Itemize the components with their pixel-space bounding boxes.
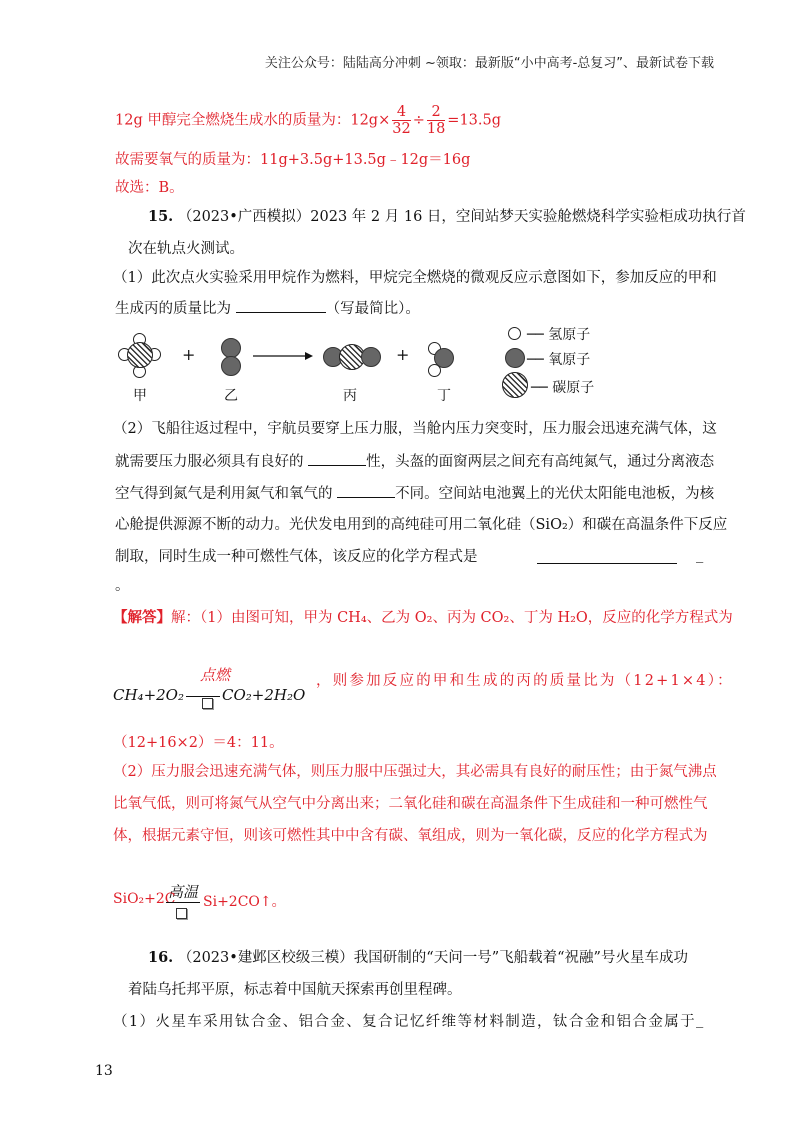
carbon-atom-icon <box>127 342 153 368</box>
fraction-4-32 <box>392 104 410 137</box>
placeholder-box-icon <box>202 698 213 709</box>
label-yi: 乙 <box>224 388 238 404</box>
q15-p2-text-e: 制取，同时生成一种可燃性气体，该反应的化学方程式是 <box>115 549 478 565</box>
prev-line1-prefix: 12g 甲醇完全燃烧生成水的质量为：12g× <box>115 112 391 129</box>
answer-blank-mass-ratio[interactable] <box>236 298 326 313</box>
q15-p2-text-c: 空气得到氮气是利用氮气和氧气的 <box>115 486 333 502</box>
legend-carbon-label: ── 碳原子 <box>531 380 595 396</box>
legend-oxygen-icon <box>505 348 525 368</box>
answer-blank-boiling-point[interactable] <box>337 483 395 498</box>
frac2-num: 2 <box>427 104 445 121</box>
q15-text-1: （2023•广西模拟）2023 年 2 月 16 日，空间站梦天实验舱燃烧科学实验柜成功执行首 <box>177 209 746 225</box>
legend-hydrogen-label: ── 氢原子 <box>527 327 591 343</box>
q15-line-1 <box>148 207 746 227</box>
q15-p1-text-b: （写最简比）。 <box>325 301 420 317</box>
q16-text-1: （2023•建邺区校级三模）我国研制的“天问一号”飞船载着“祝融”号火星车成功 <box>177 950 688 966</box>
condition-high-temp: 高温 <box>168 883 199 901</box>
q16-line-2: 着陆乌托邦平原，标志着中国航天探索再创里程碑。 <box>128 982 462 998</box>
q15-part2-line-2 <box>115 451 714 472</box>
label-ding: 丁 <box>437 388 451 404</box>
answer15-line-3: （2）压力服会迅速充满气体，则压力服中压强过大，其必需具有良好的耐压性；由于氮气沸点 <box>113 764 717 780</box>
q15-part2-line-1: （2）飞船往返过程中，宇航员要穿上压力服，当舱内压力突变时，压力服会迅速充满气体，这 <box>113 421 717 437</box>
prev-line1-suffix: =13.5g <box>447 112 502 129</box>
q15-number: 15. <box>148 208 174 225</box>
frac1-num: 4 <box>392 104 410 121</box>
q16-part1: （1）火星车采用钛合金、铝合金、复合记忆纤维等材料制造，钛合金和铝合金属于 <box>113 1014 697 1030</box>
answer-blank-property[interactable] <box>308 451 366 466</box>
q15-p2-text-d: 不同。空间站电池翼上的光伏太阳能电池板，为核 <box>395 486 715 502</box>
oxygen-atom-icon <box>221 338 241 358</box>
answer15-line-5: 体，根据元素守恒，则该可燃性其中中含有碳、氧组成，则为一氧化碳，反应的化学方程式为 <box>113 828 708 844</box>
answer15-line-4: 比氧气低，则可将氮气从空气中分离出来；二氧化硅和碳在高温条件下生成硅和一种可燃性气 <box>113 796 708 812</box>
answer-tag: 【解答】 <box>113 609 171 626</box>
q15-p2-text-a: 就需要压力服必须具有良好的 <box>115 454 304 470</box>
label-bing: 丙 <box>343 388 357 404</box>
prev-answer-line-2: 故需要氧气的质量为：11g+3.5g+13.5g﹣12g＝16g <box>115 152 471 168</box>
q16-line-1 <box>148 948 688 968</box>
q15-line-2: 次在轨点火测试。 <box>128 241 244 257</box>
fraction-2-18 <box>427 104 445 137</box>
equation-silicon-right: Si+2CO↑。 <box>203 894 286 910</box>
oxygen-atom-icon <box>361 347 381 367</box>
plus-sign-2: + <box>396 345 410 364</box>
condition-ignite: 点燃 <box>200 666 231 684</box>
legend-oxygen-label: ── 氧原子 <box>527 352 591 368</box>
q15-p2-line5-end: _ <box>696 547 704 563</box>
divide-sign: ÷ <box>412 112 425 129</box>
eq1-right: CO₂+2H₂O <box>222 686 306 704</box>
q16-part1-end: _ <box>696 1012 704 1028</box>
legend-hydrogen-icon <box>508 327 521 340</box>
q15-p2-text-b: 性，头盔的面窗两层之间充有高纯氮气，通过分离液态 <box>366 454 715 470</box>
legend-carbon-icon <box>502 372 528 398</box>
eq1-left: CH₄+2O₂ <box>113 686 184 704</box>
frac1-den: 32 <box>392 121 411 137</box>
q15-part2-line-5 <box>115 547 478 567</box>
prev-answer-line-3: 故选：B。 <box>115 180 184 196</box>
answer15-text-1: 解：（1）由图可知，甲为 CH₄、乙为 O₂、丙为 CO₂、丁为 H₂O，反应的化学方程式为 <box>171 610 733 626</box>
q15-part2-line-3 <box>115 483 714 504</box>
equation-silicon-left: SiO₂+2C <box>113 891 176 907</box>
plus-sign-1: + <box>182 345 196 364</box>
q15-part1-line-1: （1）此次点火实验采用甲烷作为燃料，甲烷完全燃烧的微观反应示意图如下，参加反应的甲和 <box>113 270 717 286</box>
frac2-den: 18 <box>426 121 446 137</box>
q15-p1-text-a: 生成丙的质量比为 <box>115 301 231 317</box>
reaction-arrow-icon <box>253 350 313 362</box>
q15-part2-line-6: 。 <box>115 578 130 594</box>
page-header: 关注公众号：陆陆高分冲刺 ~领取：最新版“小中高考-总复习”、最新试卷下载 <box>264 56 714 71</box>
placeholder-box-icon <box>176 908 187 919</box>
page-number: 13 <box>95 1063 113 1079</box>
answer15-line-2: （12+16×2）＝4：11。 <box>113 735 284 751</box>
prev-answer-line-1 <box>115 104 501 137</box>
q15-part2-line-4: 心舱提供源源不断的动力。光伏发电用到的高纯硅可用二氧化硅（SiO₂）和碳在高温条件下反应 <box>115 517 728 533</box>
q15-part1-line-2 <box>115 298 420 319</box>
answer15-line-1 <box>113 608 733 628</box>
hydrogen-atom-icon <box>428 364 441 377</box>
eq2-line <box>166 902 200 903</box>
eq1-line <box>186 696 220 697</box>
oxygen-atom-icon <box>221 356 241 376</box>
label-jia: 甲 <box>133 388 147 404</box>
q16-number: 16. <box>148 949 174 966</box>
answer-blank-equation[interactable] <box>537 549 677 564</box>
answer15-line-1b: ，则参加反应的甲和生成的丙的质量比为（12+1×4）： <box>316 673 734 689</box>
